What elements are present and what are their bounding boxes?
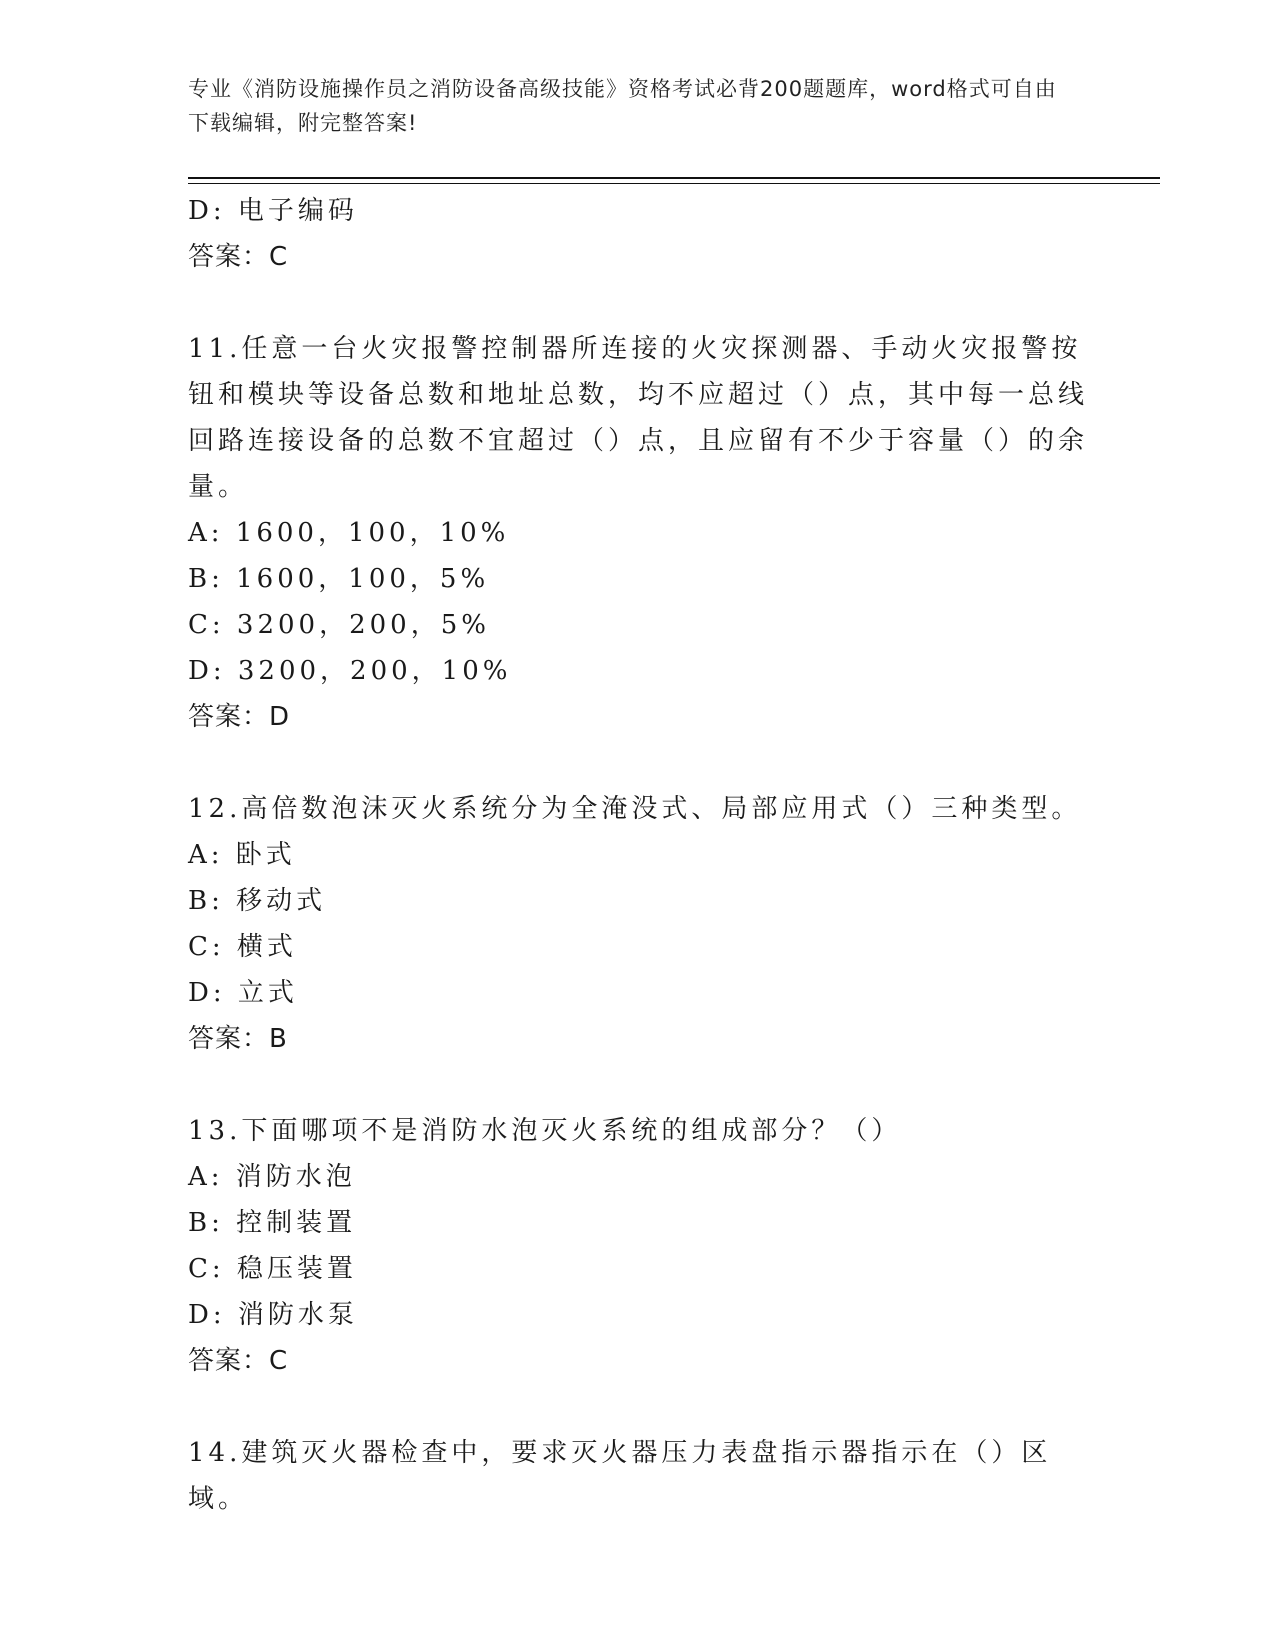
- option-d: D: 立式: [188, 978, 298, 1008]
- answer-line: 答案：D: [188, 702, 291, 732]
- question-11: [188, 326, 1088, 740]
- option-a: A: 卧式: [188, 840, 296, 870]
- question-text: 11.任意一台火灾报警控制器所连接的火灾探测器、手动火灾报警按钮和模块等设备总数和地址总数，均不应超过（）点，其中每一总线回路连接设备的总数不宜超过（）点，且应留有不少于容量（）的余量。: [188, 334, 1089, 502]
- option-c: C: 3200，200，5%: [188, 610, 490, 640]
- option-c: C: 横式: [188, 932, 297, 962]
- option-b: B: 移动式: [188, 886, 327, 916]
- option-b: B: 1600，100，5%: [188, 564, 490, 594]
- answer-line: 答案：C: [188, 1346, 289, 1376]
- question-text: 14.建筑灭火器检查中，要求灭火器压力表盘指示器指示在（）区域。: [188, 1438, 1052, 1514]
- option-b: B: 控制装置: [188, 1208, 357, 1238]
- question-text: 13.下面哪项不是消防水泡灭火系统的组成部分？（）: [188, 1116, 902, 1146]
- question-13: [188, 1108, 1088, 1384]
- question-12: [188, 786, 1088, 1062]
- previous-question-tail: [188, 188, 1088, 280]
- header-divider-thick: [188, 177, 1160, 179]
- option-a: A: 1600，100，10%: [188, 518, 510, 548]
- option-d: D: 消防水泵: [188, 1300, 358, 1330]
- answer-line: 答案：C: [188, 242, 289, 272]
- answer-line: 答案：B: [188, 1024, 288, 1054]
- question-14: [188, 1430, 1088, 1522]
- option-d: D: 3200，200，10%: [188, 656, 512, 686]
- option-a: A: 消防水泡: [188, 1162, 356, 1192]
- question-list: [188, 188, 1088, 1522]
- document-header: 专业《消防设施操作员之消防设备高级技能》资格考试必背200题题库，word格式可自由下载编辑，附完整答案!: [188, 77, 1057, 135]
- header-divider-thin: [188, 183, 1160, 184]
- question-text: 12.高倍数泡沫灭火系统分为全淹没式、局部应用式（）三种类型。: [188, 794, 1082, 824]
- option-d: D: 电子编码: [188, 196, 358, 226]
- option-c: C: 稳压装置: [188, 1254, 357, 1284]
